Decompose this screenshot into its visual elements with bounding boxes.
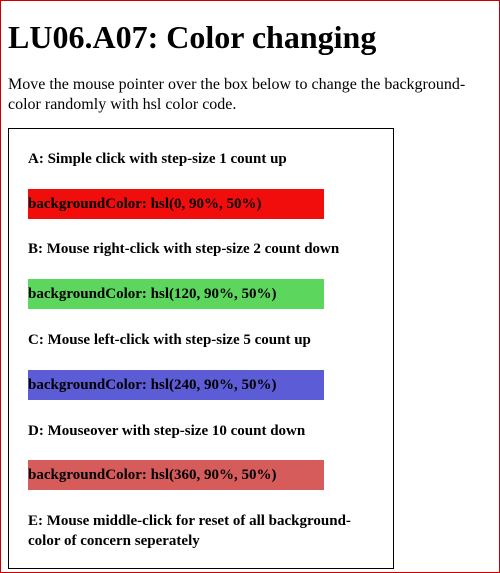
section-b-heading: B: Mouse right-click with step-size 2 count down [28, 241, 340, 257]
section-a-color-bar[interactable]: backgroundColor: hsl(0, 90%, 50%) [28, 189, 324, 219]
section-a-heading: A: Simple click with step-size 1 count up [28, 151, 287, 167]
color-box[interactable] [8, 128, 394, 569]
section-c-color-bar[interactable]: backgroundColor: hsl(240, 90%, 50%) [28, 370, 324, 400]
page-title: LU06.A07: Color changing [8, 19, 377, 55]
section-d-color-bar[interactable]: backgroundColor: hsl(360, 90%, 50%) [28, 460, 324, 490]
section-c-heading: C: Mouse left-click with step-size 5 count up [28, 332, 311, 348]
intro-text: Move the mouse pointer over the box below to change the background-color randomly with hsl color code. [8, 76, 466, 113]
section-b-color-bar[interactable]: backgroundColor: hsl(120, 90%, 50%) [28, 279, 324, 309]
section-e-note: E: Mouse middle-click for reset of all background-color of concern seperately [28, 513, 351, 549]
section-d-heading: D: Mouseover with step-size 10 count down [28, 423, 306, 439]
